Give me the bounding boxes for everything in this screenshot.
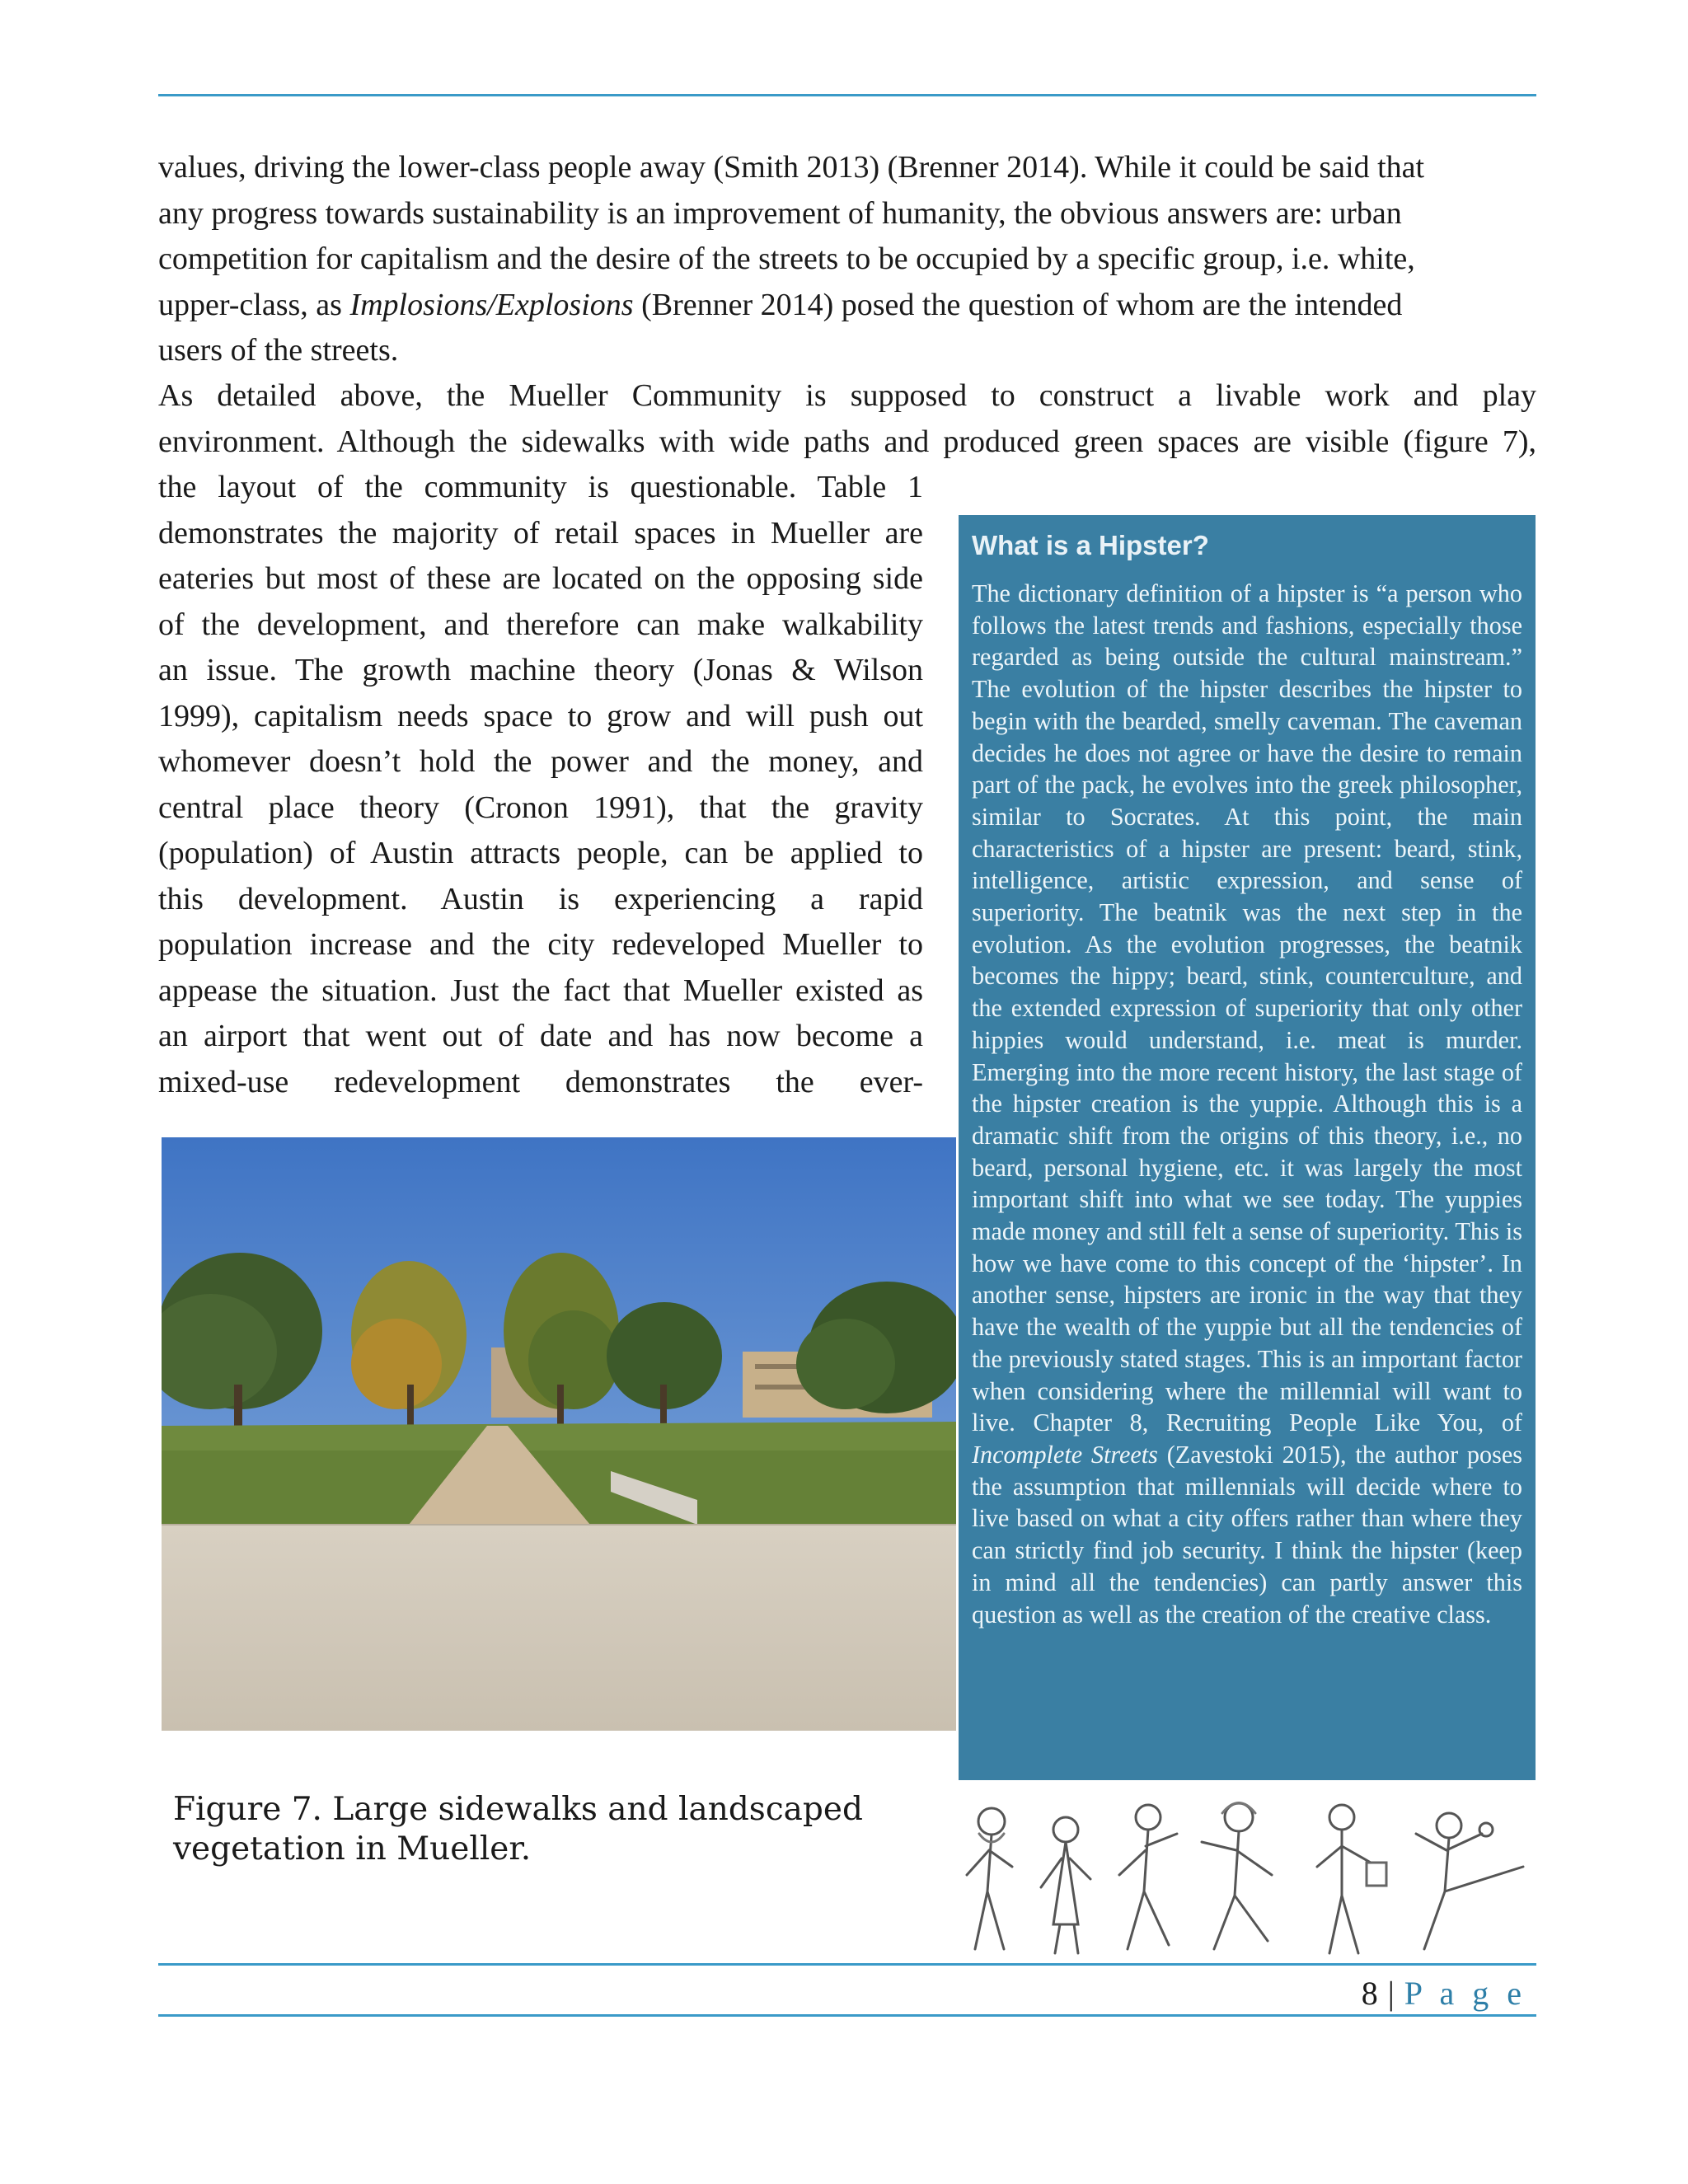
text-segment: upper-class, as <box>158 287 350 322</box>
sidebar-title: What is a Hipster? <box>972 530 1209 560</box>
footer-rule-bottom <box>158 2014 1536 2017</box>
text-line: users of the streets. <box>158 333 399 368</box>
figure-caption: Figure 7. Large sidewalks and landscaped vegetation in Mueller. <box>173 1791 863 1868</box>
page-word: P a g e <box>1404 1975 1526 2012</box>
text-line: an airport that went out of date and has now become a <box>158 1019 923 1053</box>
yuppie-figure <box>1317 1805 1386 1953</box>
text-line: this development. Austin is experiencing a rapid <box>158 881 923 916</box>
text-line: competition for capitalism and the desire of the streets to be occupied by a specific group, i.e. white, <box>158 241 1415 276</box>
text-line: (population) of Austin attracts people, can be applied to <box>158 836 923 870</box>
text-line: appease the situation. Just the fact that Mueller existed as <box>158 972 923 1008</box>
paragraph-mueller-narrow <box>158 465 923 1105</box>
beatnik-figure <box>1119 1805 1177 1949</box>
text-line: values, driving the lower-class people away (Smith 2013) (Brenner 2014). While it could be said that <box>158 150 1425 185</box>
text-segment: (Brenner 2014) posed the question of whom are the intended <box>633 287 1403 322</box>
hipster-sidebar <box>959 515 1536 1780</box>
paragraph-mueller-full <box>158 373 1536 465</box>
sidebar-body <box>972 578 1522 1630</box>
text-line: whomever doesn’t hold the power and the money, and <box>158 744 923 779</box>
hippy-figure <box>1202 1803 1272 1950</box>
book-title: Incomplete Streets <box>972 1440 1158 1469</box>
text-line: population increase and the city redeveloped Mueller to <box>158 927 923 962</box>
text-line: an issue. The growth machine theory (Jonas & Wilson <box>158 653 923 687</box>
text-line: mixed-use redevelopment demonstrates the ever- <box>158 1064 923 1099</box>
text-line: eateries but most of these are located on the opposing side <box>158 561 923 596</box>
figure-7-photo <box>162 1137 956 1731</box>
caveman-figure <box>967 1808 1012 1949</box>
text-line: 1999), capitalism needs space to grow and will push out <box>158 698 923 733</box>
text-line: of the development, and therefore can make walkability <box>158 607 923 642</box>
text-segment: (Zavestoki 2015), the author poses the assumption that millennials will decide where to live based on what a city offers rather than where they can strictly find job security. I think the hipster (keep in mind all the tendencies) can partly answer this question as well as the creation of the creative class. <box>972 1440 1522 1629</box>
philosopher-figure <box>1041 1817 1090 1953</box>
paragraph-top <box>158 145 1536 374</box>
text-line: any progress towards sustainability is an improvement of humanity, the obvious answers are: urban <box>158 195 1402 231</box>
page-footer <box>1362 1974 1526 2013</box>
text-line <box>158 283 1536 329</box>
text-line: environment. Although the sidewalks with wide paths and produced green spaces are visible (figure 7), <box>158 424 1536 459</box>
text-line: the layout of the community is questionable. Table 1 <box>158 470 923 504</box>
header-rule <box>158 94 1536 96</box>
page-number: 8 <box>1361 1975 1379 2012</box>
footer-separator: | <box>1387 1975 1395 2012</box>
text-segment: The dictionary definition of a hipster is “a person who follows the latest trends and fashions, especially those regarded as being outside the cultural mainstream.” The evolution of the hipster describes the hipster to begin with the bearded, smelly caveman. The caveman decides he does not agree or have the desire to remain part of the pack, he evolves into the greek philosopher, similar to Socrates. At this point, the main characteristics of a hipster are present: beard, stink, intelligence, artistic expression, and sense of superiority. The beatnik was the next step in the evolution. As the evolution progresses, the beatnik becomes the hippy; beard, stink, counterculture, and the extended expression of superiority that only other hippies would understand, i.e. meat is murder. Emerging into the more recent history, the last stage of the hipster creation is the yuppie. Although this is a dramatic shift from the origins of this theory, i.e., no beard, personal hygiene, etc. it was largely the most important shift into what we see today. The yuppies made money and still felt a sense of superiority. This is how we have come to this concept of the ‘hipster’. In another sense, hipsters are ironic in the way that they have the wealth of the yuppie but all the tendencies of the previously stated stages. This is an important factor when considering where the millennial will want to live. Chapter 8, Recruiting People Like You, of <box>972 579 1522 1437</box>
text-line: central place theory (Cronon 1991), that the gravity <box>158 790 923 825</box>
hipster-evolution-illustration <box>954 1784 1536 1961</box>
text-line: As detailed above, the Mueller Community is supposed to construct a livable work and play <box>158 378 1536 413</box>
hipster-figure <box>1416 1813 1523 1949</box>
text-line: demonstrates the majority of retail spaces in Mueller are <box>158 515 923 551</box>
footer-rule-top <box>158 1963 1536 1966</box>
book-title: Implosions/Explosions <box>349 287 634 322</box>
